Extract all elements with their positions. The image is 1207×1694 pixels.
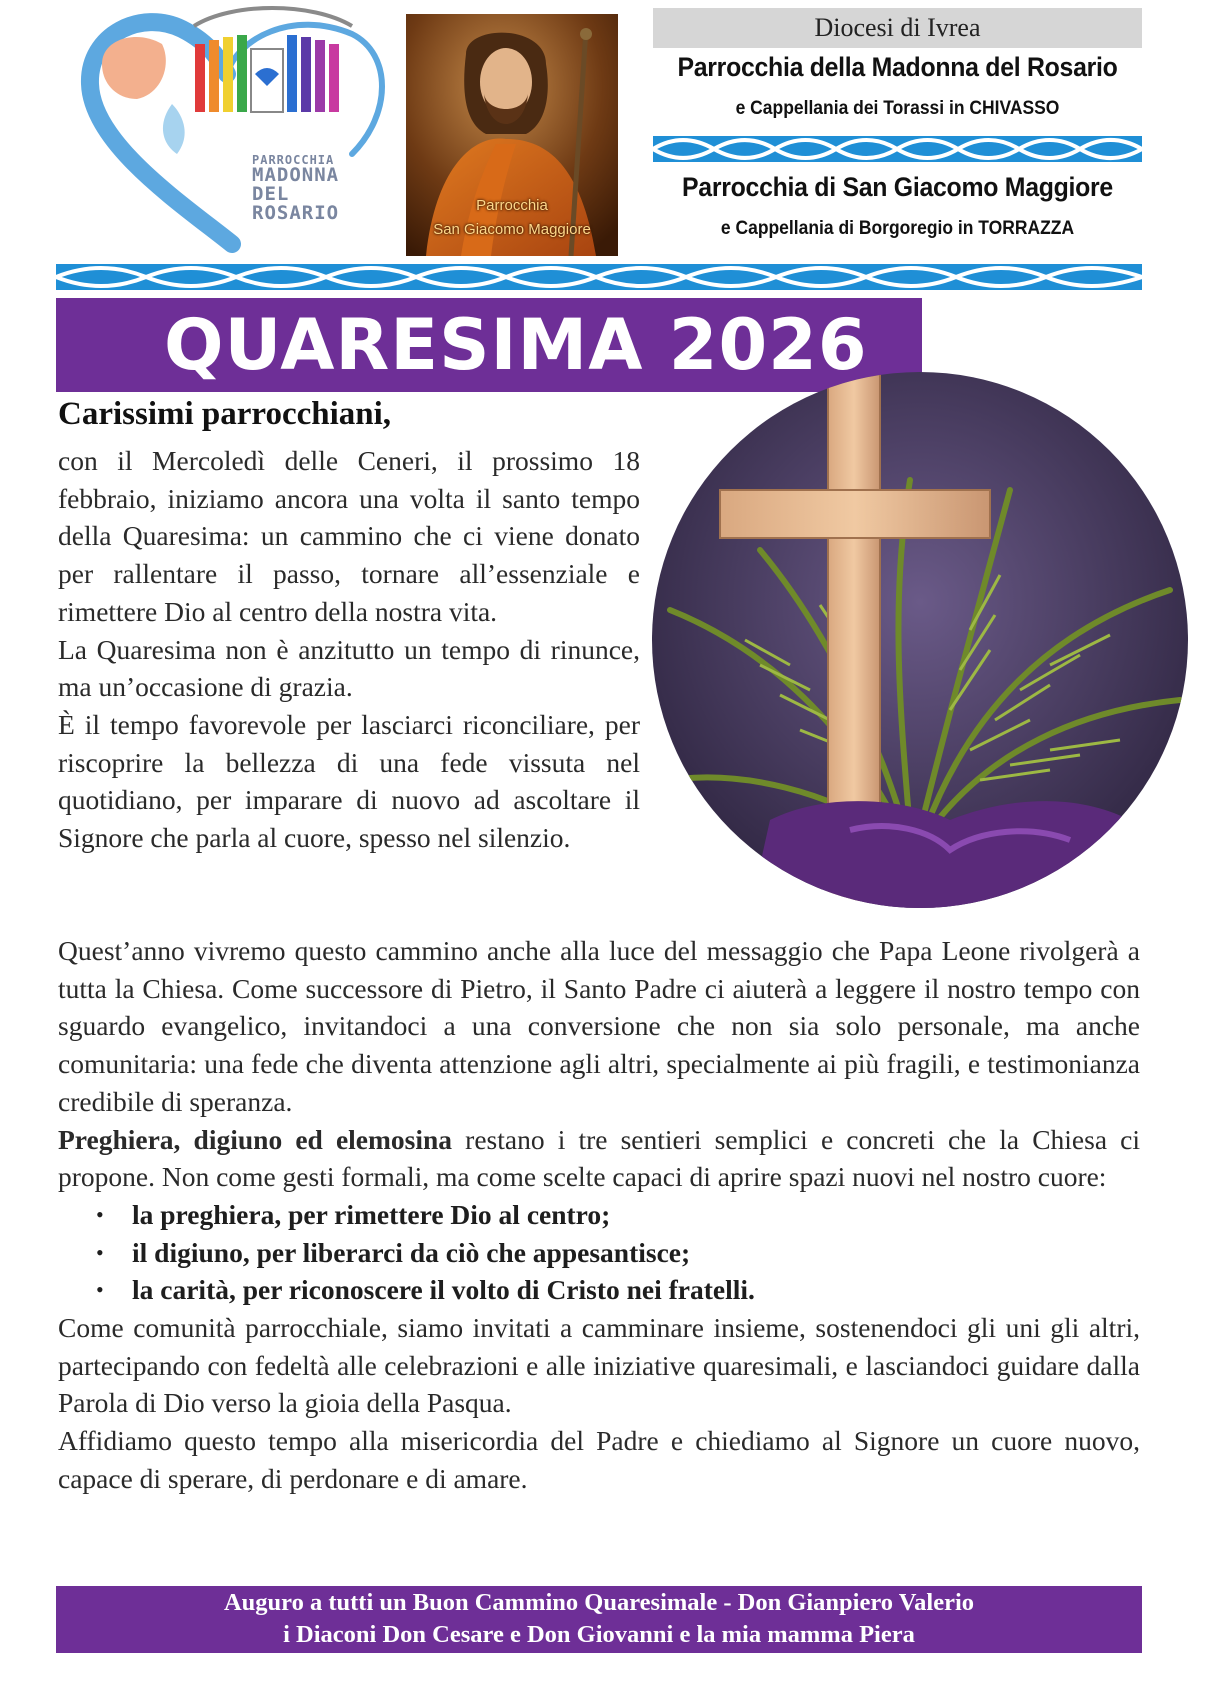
list-item: • il digiuno, per liberarci da ciò che appesantisce; — [132, 1234, 1140, 1272]
footer-line2: i Diaconi Don Cesare e Don Giovanni e la mia mamma Piera — [283, 1621, 915, 1648]
paragraph-three-paths — [58, 1121, 1140, 1196]
saint-caption-line1: Parrocchia — [476, 197, 548, 214]
paths-list — [58, 1196, 1140, 1309]
saint-caption-line2: San Giacomo Maggiore — [433, 221, 591, 238]
logo-line-del: DEL — [252, 183, 290, 205]
saint-james-image — [406, 14, 618, 256]
list-item: • la preghiera, per rimettere Dio al centro; — [132, 1196, 1140, 1234]
paragraph-reconcile: È il tempo favorevole per lasciarci riconciliare, per riscoprire la bellezza di una fede vissuta nel quotidiano, per imparare di nuovo ad ascoltare il Signore che parla al cuore, spesso nel silenzio. — [58, 708, 640, 854]
list-item: • la carità, per riconoscere il volto di Cristo nei fratelli. — [132, 1271, 1140, 1309]
logo-line-rosario: ROSARIO — [252, 202, 340, 224]
logo-line-madonna: MADONNA — [252, 164, 340, 186]
wave-divider-small — [653, 134, 1142, 164]
parish2-name: Parrocchia di San Giacomo Maggiore — [682, 172, 1113, 202]
paragraph-pope-message: Quest’anno vivremo questo cammino anche alla luce del messaggio che Papa Leone rivolgerà a tutta la Chiesa. Come successore di Pietro, il Santo Padre ci aiuterà a leggere il nostro tempo con sguardo evangelico, invitandoci a una conversione che non sia solo personale, ma anche comunitaria: una fede che diventa attenzione agli altri, specialmente ai più fragili, e testimonianza credibile di speranza. — [58, 935, 1140, 1117]
page-title: QUARESIMA 2026 — [164, 304, 868, 386]
parish1-name: Parrocchia della Madonna del Rosario — [677, 52, 1118, 82]
letter-column-text — [58, 442, 640, 857]
wave-divider-main — [56, 262, 1142, 292]
logo-parish-name — [252, 154, 402, 223]
paragraph-grace: La Quaresima non è anzitutto un tempo di rinunce, ma un’occasione di grazia. — [58, 633, 640, 703]
paragraph-closing: Affidiamo questo tempo alla misericordia del Padre e chiediamo al Signore un cuore nuovo, capace di sperare, di perdonare e di amare. — [58, 1425, 1140, 1494]
diocese-label: Diocesi di Ivrea — [653, 8, 1142, 48]
cross-palm-image — [650, 350, 1190, 910]
three-paths-rest: restano i tre sentieri semplici e concreti che la Chiesa ci propone. Non come gesti formali, ma come scelte capaci di aprire spazi nuovi nel nostro cuore: — [58, 1123, 1140, 1193]
letter-full-text — [58, 932, 1140, 1498]
saint-caption — [406, 194, 618, 242]
footer-greeting — [56, 1586, 1142, 1653]
paragraph-community: Come comunità parrocchiale, siamo invitati a camminare insieme, sostenendoci gli uni gli altri, partecipando con fedeltà alle celebrazioni e alle iniziative quaresimali, e lasciandoci guidare dalla Parola di Dio verso la gioia della Pasqua. — [58, 1312, 1140, 1419]
letter-greeting: Carissimi parrocchiani, — [58, 396, 392, 432]
logo-line-parrocchia: PARROCCHIA — [252, 153, 335, 167]
parish2-subtitle: e Cappellania di Borgoregio in TORRAZZA — [720, 218, 1075, 239]
parish1-subtitle: e Cappellania dei Torassi in CHIVASSO — [735, 98, 1060, 119]
three-paths-bold: Preghiera, digiuno ed elemosina — [58, 1123, 453, 1155]
footer-line1: Auguro a tutti un Buon Cammino Quaresimale - Don Gianpiero Valerio — [223, 1589, 975, 1616]
paragraph-intro: con il Mercoledì delle Ceneri, il prossimo 18 febbraio, iniziamo ancora una volta il santo tempo della Quaresima: un cammino che ci viene donato per rallentare il passo, tornare all’essenziale e rimettere Dio al centro della nostra vita. — [58, 445, 640, 627]
